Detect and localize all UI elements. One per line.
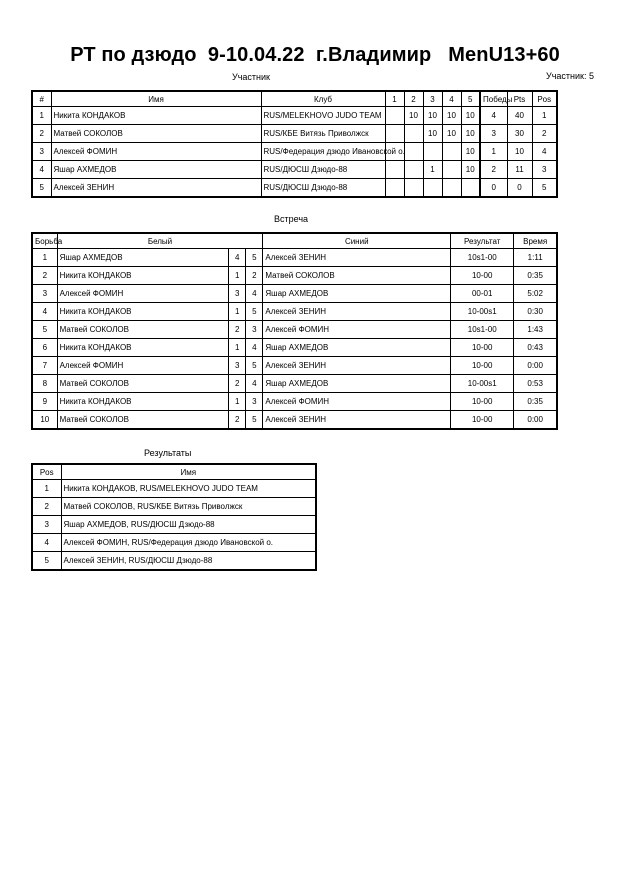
participant-points: 40	[507, 107, 532, 125]
blue-fighter: Алексей ЗЕНИН	[263, 357, 451, 375]
match-time: 0:35	[514, 393, 557, 411]
round-1-score	[385, 179, 404, 198]
participant-number: 3	[32, 143, 51, 161]
match-result: 10-00	[451, 339, 514, 357]
match-result: 10-00s1	[451, 375, 514, 393]
participant-number: 2	[32, 125, 51, 143]
match-number: 7	[32, 357, 57, 375]
col-header-number: #	[32, 91, 51, 107]
blue-fighter-number: 5	[246, 357, 263, 375]
participant-points: 0	[507, 179, 532, 198]
match-time: 1:11	[514, 249, 557, 267]
round-5-score: 10	[461, 161, 480, 179]
white-fighter-number: 2	[229, 375, 246, 393]
match-time: 0:43	[514, 339, 557, 357]
col-header-round-3: 3	[423, 91, 442, 107]
result-name: Алексей ФОМИН, RUS/Федерация дзюдо Ивановской о.	[61, 534, 316, 552]
col-header-bout: Борьба	[32, 233, 57, 249]
match-number: 2	[32, 267, 57, 285]
col-header-time: Время	[514, 233, 557, 249]
col-header-name: Имя	[51, 91, 261, 107]
match-number: 3	[32, 285, 57, 303]
white-fighter: Никита КОНДАКОВ	[57, 267, 229, 285]
col-header-round-5: 5	[461, 91, 480, 107]
blue-fighter-number: 3	[246, 393, 263, 411]
blue-fighter: Алексей ФОМИН	[263, 393, 451, 411]
white-fighter: Алексей ФОМИН	[57, 285, 229, 303]
participant-name: Матвей СОКОЛОВ	[51, 125, 261, 143]
participant-row	[32, 107, 557, 125]
col-header-round-2: 2	[404, 91, 423, 107]
col-header-round-1: 1	[385, 91, 404, 107]
participant-points: 30	[507, 125, 532, 143]
white-fighter: Матвей СОКОЛОВ	[57, 321, 229, 339]
col-header-round-4: 4	[442, 91, 461, 107]
participant-club: RUS/КБЕ Витязь Приволжск	[261, 125, 385, 143]
round-4-score: 10	[442, 107, 461, 125]
col-header-pos: Pos	[532, 91, 557, 107]
match-row	[32, 303, 557, 321]
match-number: 6	[32, 339, 57, 357]
matches-header-row	[32, 233, 557, 249]
result-row	[32, 534, 316, 552]
col-header-result-name: Имя	[61, 464, 316, 480]
results-caption: Результаты	[144, 448, 192, 458]
blue-fighter-number: 4	[246, 339, 263, 357]
match-result: 10-00	[451, 357, 514, 375]
match-result: 10-00	[451, 267, 514, 285]
match-result: 10s1-00	[451, 249, 514, 267]
match-row	[32, 393, 557, 411]
match-number: 10	[32, 411, 57, 430]
match-time: 0:53	[514, 375, 557, 393]
participants-caption: Участник	[232, 72, 270, 82]
blue-fighter-number: 4	[246, 285, 263, 303]
page-title: РТ по дзюдо 9-10.04.22 г.Владимир MenU13+60	[70, 44, 560, 66]
participant-position: 1	[532, 107, 557, 125]
match-number: 8	[32, 375, 57, 393]
round-2-score	[404, 161, 423, 179]
round-2-score	[404, 179, 423, 198]
blue-fighter-number: 5	[246, 411, 263, 430]
blue-fighter: Яшар АХМЕДОВ	[263, 339, 451, 357]
participants-header-row	[32, 91, 557, 107]
participants-count: Участник: 5	[546, 71, 594, 81]
match-row	[32, 339, 557, 357]
participant-row	[32, 161, 557, 179]
round-4-score: 10	[442, 125, 461, 143]
blue-fighter: Алексей ФОМИН	[263, 321, 451, 339]
participant-name: Яшар АХМЕДОВ	[51, 161, 261, 179]
white-fighter: Матвей СОКОЛОВ	[57, 411, 229, 430]
participant-row	[32, 179, 557, 198]
match-row	[32, 249, 557, 267]
match-row	[32, 375, 557, 393]
white-fighter-number: 1	[229, 303, 246, 321]
result-position: 4	[32, 534, 61, 552]
result-position: 2	[32, 498, 61, 516]
blue-fighter: Алексей ЗЕНИН	[263, 411, 451, 430]
result-name: Алексей ЗЕНИН, RUS/ДЮСШ Дзюдо-88	[61, 552, 316, 571]
col-header-white: Белый	[57, 233, 263, 249]
participant-position: 3	[532, 161, 557, 179]
result-name: Яшар АХМЕДОВ, RUS/ДЮСШ Дзюдо-88	[61, 516, 316, 534]
match-time: 0:30	[514, 303, 557, 321]
match-result: 00-01	[451, 285, 514, 303]
participant-number: 4	[32, 161, 51, 179]
white-fighter: Никита КОНДАКОВ	[57, 303, 229, 321]
match-row	[32, 357, 557, 375]
match-time: 5:02	[514, 285, 557, 303]
round-2-score	[404, 143, 423, 161]
match-row	[32, 267, 557, 285]
participants-table	[31, 90, 558, 198]
match-result: 10s1-00	[451, 321, 514, 339]
results-header-row	[32, 464, 316, 480]
match-time: 0:00	[514, 411, 557, 430]
blue-fighter-number: 2	[246, 267, 263, 285]
match-row	[32, 411, 557, 430]
white-fighter-number: 4	[229, 249, 246, 267]
participant-wins: 0	[480, 179, 507, 198]
white-fighter-number: 3	[229, 285, 246, 303]
white-fighter-number: 1	[229, 393, 246, 411]
blue-fighter-number: 3	[246, 321, 263, 339]
round-4-score	[442, 161, 461, 179]
participant-number: 1	[32, 107, 51, 125]
col-header-result: Результат	[451, 233, 514, 249]
round-3-score: 1	[423, 161, 442, 179]
white-fighter: Яшар АХМЕДОВ	[57, 249, 229, 267]
participant-name: Алексей ФОМИН	[51, 143, 261, 161]
participant-row	[32, 125, 557, 143]
participant-wins: 1	[480, 143, 507, 161]
matches-caption: Встреча	[274, 214, 309, 224]
participant-position: 2	[532, 125, 557, 143]
col-header-pts: Pts	[507, 91, 532, 107]
white-fighter: Матвей СОКОЛОВ	[57, 375, 229, 393]
round-5-score	[461, 179, 480, 198]
matches-table	[31, 232, 558, 430]
participant-club: RUS/MELEKHOVO JUDO TEAM	[261, 107, 385, 125]
match-result: 10-00	[451, 393, 514, 411]
round-1-score	[385, 161, 404, 179]
result-row	[32, 516, 316, 534]
blue-fighter: Матвей СОКОЛОВ	[263, 267, 451, 285]
participant-wins: 4	[480, 107, 507, 125]
blue-fighter-number: 5	[246, 249, 263, 267]
blue-fighter: Яшар АХМЕДОВ	[263, 285, 451, 303]
result-row	[32, 552, 316, 571]
match-result: 10-00	[451, 411, 514, 430]
blue-fighter: Алексей ЗЕНИН	[263, 249, 451, 267]
blue-fighter-number: 4	[246, 375, 263, 393]
white-fighter-number: 3	[229, 357, 246, 375]
round-2-score	[404, 125, 423, 143]
blue-fighter: Алексей ЗЕНИН	[263, 303, 451, 321]
white-fighter: Алексей ФОМИН	[57, 357, 229, 375]
round-1-score	[385, 107, 404, 125]
match-time: 1:43	[514, 321, 557, 339]
round-1-score	[385, 125, 404, 143]
result-position: 1	[32, 480, 61, 498]
round-4-score	[442, 179, 461, 198]
white-fighter-number: 1	[229, 339, 246, 357]
round-5-score: 10	[461, 143, 480, 161]
participant-name: Алексей ЗЕНИН	[51, 179, 261, 198]
participant-position: 4	[532, 143, 557, 161]
white-fighter: Никита КОНДАКОВ	[57, 339, 229, 357]
match-row	[32, 321, 557, 339]
col-header-wins: Победы	[480, 91, 507, 107]
blue-fighter: Яшар АХМЕДОВ	[263, 375, 451, 393]
white-fighter-number: 2	[229, 411, 246, 430]
round-5-score: 10	[461, 125, 480, 143]
match-number: 1	[32, 249, 57, 267]
participant-points: 11	[507, 161, 532, 179]
result-name: Матвей СОКОЛОВ, RUS/КБЕ Витязь Приволжск	[61, 498, 316, 516]
match-number: 9	[32, 393, 57, 411]
result-position: 5	[32, 552, 61, 571]
participant-points: 10	[507, 143, 532, 161]
round-3-score: 10	[423, 107, 442, 125]
participant-club: RUS/Федерация дзюдо Ивановской о.	[261, 143, 385, 161]
white-fighter-number: 2	[229, 321, 246, 339]
round-4-score	[442, 143, 461, 161]
round-3-score	[423, 143, 442, 161]
blue-fighter-number: 5	[246, 303, 263, 321]
participant-wins: 3	[480, 125, 507, 143]
participant-club: RUS/ДЮСШ Дзюдо-88	[261, 179, 385, 198]
result-position: 3	[32, 516, 61, 534]
round-3-score	[423, 179, 442, 198]
match-number: 4	[32, 303, 57, 321]
round-3-score: 10	[423, 125, 442, 143]
match-row	[32, 285, 557, 303]
match-time: 0:35	[514, 267, 557, 285]
participant-row	[32, 143, 557, 161]
white-fighter-number: 1	[229, 267, 246, 285]
round-2-score: 10	[404, 107, 423, 125]
participant-name: Никита КОНДАКОВ	[51, 107, 261, 125]
match-result: 10-00s1	[451, 303, 514, 321]
participant-position: 5	[532, 179, 557, 198]
results-table	[31, 463, 317, 571]
col-header-result-pos: Pos	[32, 464, 61, 480]
match-time: 0:00	[514, 357, 557, 375]
round-5-score: 10	[461, 107, 480, 125]
participant-club: RUS/ДЮСШ Дзюдо-88	[261, 161, 385, 179]
col-header-blue: Синий	[263, 233, 451, 249]
participant-number: 5	[32, 179, 51, 198]
result-row	[32, 480, 316, 498]
col-header-club: Клуб	[261, 91, 385, 107]
white-fighter: Никита КОНДАКОВ	[57, 393, 229, 411]
match-number: 5	[32, 321, 57, 339]
participant-wins: 2	[480, 161, 507, 179]
result-name: Никита КОНДАКОВ, RUS/MELEKHOVO JUDO TEAM	[61, 480, 316, 498]
result-row	[32, 498, 316, 516]
